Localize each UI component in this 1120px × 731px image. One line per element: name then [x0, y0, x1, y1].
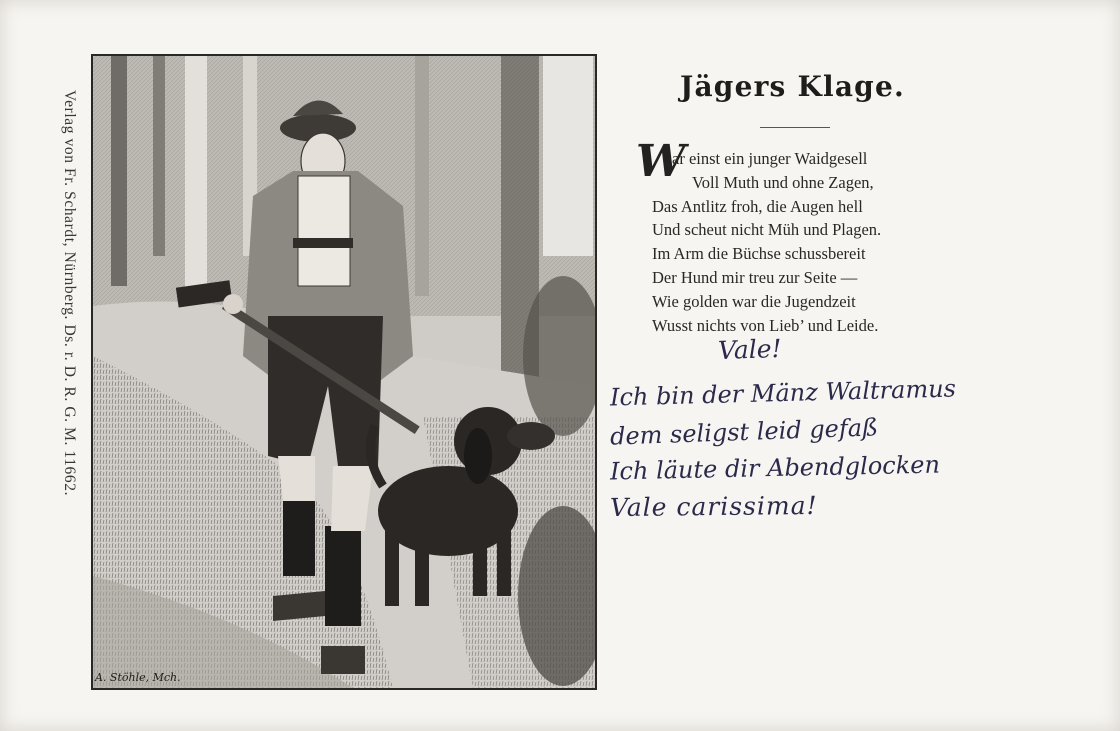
- title-divider: [760, 127, 830, 128]
- artist-signature: A. Stöhle, Mch.: [95, 671, 181, 684]
- poem-line: Das Antlitz froh, die Augen hell: [652, 196, 863, 216]
- poem-line: Wusst nichts von Lieb’ und Leide.: [652, 315, 879, 335]
- poem-title: Jägers Klage.: [680, 70, 905, 103]
- handwritten-line: dem seligst leid gefaß: [609, 413, 879, 451]
- handwritten-line: Ich bin der Mänz Waltramus: [609, 374, 957, 412]
- poem-line: Wie golden war die Jugendzeit: [652, 291, 856, 311]
- handwritten-salutation: Vale!: [717, 333, 783, 366]
- poem-line: Im Arm die Büchse schussbereit: [652, 244, 866, 264]
- poem-line: Und scheut nicht Müh und Plagen.: [652, 220, 882, 240]
- poem-line: ar einst ein junger Waidgesell: [672, 149, 868, 168]
- poem-line: Voll Muth und ohne Zagen,: [692, 172, 874, 192]
- publisher-imprint: Verlag von Fr. Schardt, Nürnberg. Ds. r. D. R. G. M. 11662.: [61, 90, 78, 497]
- poem-stanza: [652, 147, 881, 337]
- dropcap-letter: W: [636, 136, 686, 187]
- hunter-illustration: [91, 54, 597, 690]
- handwritten-line: Ich läute dir Abendglocken: [609, 450, 941, 486]
- poem-line: Der Hund mir treu zur Seite —: [652, 267, 858, 287]
- forest-scene-image: [93, 56, 595, 688]
- handwritten-line: Vale carissima!: [609, 490, 818, 523]
